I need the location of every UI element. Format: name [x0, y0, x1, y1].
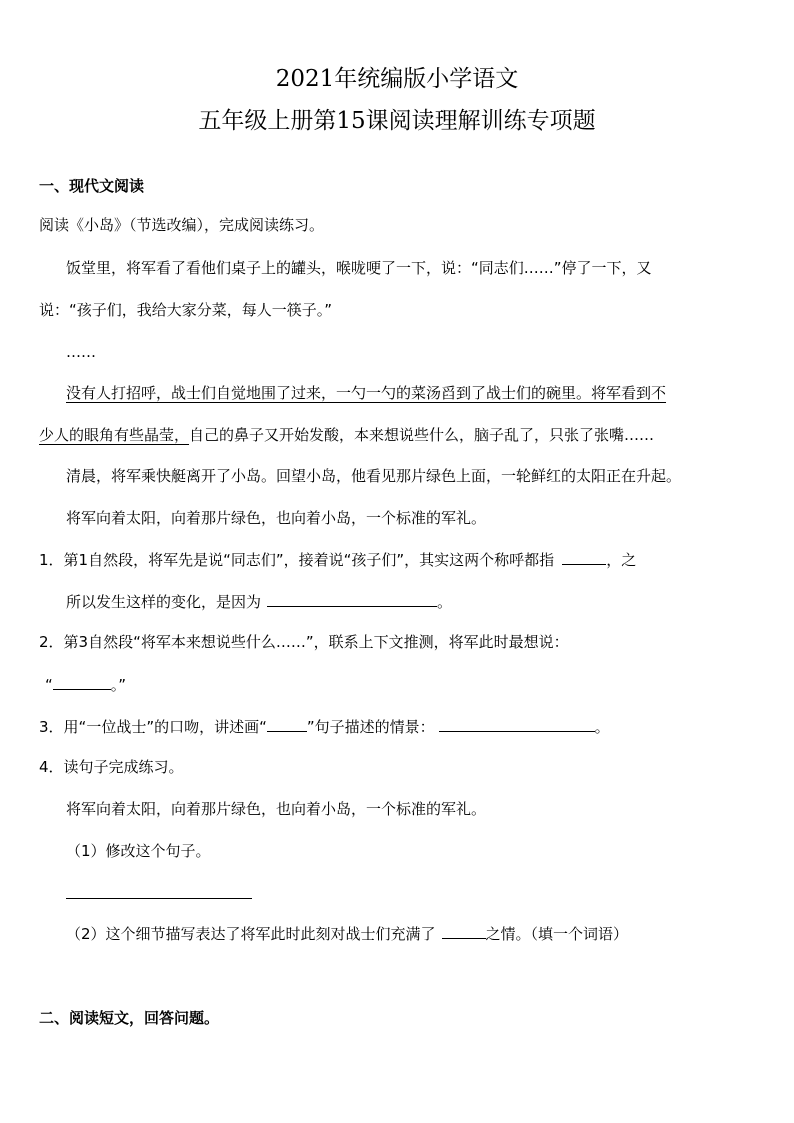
passage-paragraph3-line1: 没有人打招呼，战士们自觉地围了过来，一勺一勺的菜汤舀到了战士们的碗里。将军看到不 [66, 384, 667, 402]
question2-close-quote: 。” [110, 676, 127, 694]
question1-line1 [39, 549, 636, 570]
passage-paragraph4: 清晨，将军乘快艇离开了小岛。回望小岛，他看见那片绿色上面，一轮鲜红的太阳正在升起。 [66, 467, 682, 485]
underline-mark-q3 [267, 716, 307, 732]
document-title-line1: 2021年统编版小学语文 [275, 66, 519, 92]
answer-blank-q4-2[interactable] [442, 923, 486, 939]
document-title-line2: 五年级上册第15课阅读理解训练专项题 [198, 108, 596, 134]
question2-line2 [45, 674, 126, 695]
answer-blank-q3[interactable] [439, 716, 595, 732]
question4: 4．读句子完成练习。 [39, 758, 184, 776]
passage-ellipsis: …… [66, 343, 96, 361]
question1-line2-text: 所以发生这样的变化，是因为 [66, 593, 262, 611]
answer-blank-q1a[interactable] [562, 549, 606, 565]
passage-paragraph1-line2: 说：“孩子们，我给大家分菜，每人一筷子。” [39, 301, 333, 319]
question3-text: 3．用“一位战士”的口吻，讲述画“ [39, 718, 267, 736]
reading-instruction: 阅读《小岛》（节选改编），完成阅读练习。 [39, 216, 325, 234]
question4-sub2-end: 之情。（填一个词语） [485, 925, 629, 943]
question3-text-mid: ”句子描述的情景： [306, 718, 435, 736]
section2-heading: 二、阅读短文，回答问题。 [39, 1009, 220, 1027]
answer-blank-q1b[interactable] [267, 591, 437, 607]
question4-sub2 [66, 923, 628, 944]
question2-line1: 2．第3自然段“将军本来想说些什么……”，联系上下文推测，将军此时最想说： [39, 633, 569, 651]
passage-paragraph5: 将军向着太阳，向着那片绿色，也向着小岛，一个标准的军礼。 [66, 509, 487, 527]
question2-open-quote: “ [45, 676, 53, 694]
question3 [39, 716, 610, 737]
section1-heading: 一、现代文阅读 [39, 177, 145, 195]
question3-end: 。 [594, 718, 610, 736]
question4-sub1: （1）修改这个句子。 [66, 842, 211, 860]
answer-blank-q4-1[interactable] [66, 883, 252, 899]
question4-sentence: 将军向着太阳，向着那片绿色，也向着小岛，一个标准的军礼。 [66, 800, 487, 818]
question1-line2-end: 。 [437, 593, 453, 611]
question1-text-end: ，之 [606, 551, 637, 569]
question1-text: 1．第1自然段，将军先是说“同志们”，接着说“孩子们”，其实这两个称呼都指 [39, 551, 555, 569]
question1-line2 [66, 591, 452, 612]
answer-line-q4-1[interactable] [66, 883, 252, 904]
question4-sub2-text: （2）这个细节描写表达了将军此时此刻对战士们充满了 [66, 925, 436, 943]
passage-paragraph1-line1: 饭堂里，将军看了看他们桌子上的罐头，喉咙哽了一下，说：“同志们……”停了一下，又 [66, 259, 652, 277]
paragraph3-rest: 自己的鼻子又开始发酸，本来想说些什么，脑子乱了，只张了张嘴…… [189, 426, 655, 444]
passage-paragraph3-line2 [39, 425, 654, 445]
underlined-sentence-end: 少人的眼角有些晶莹， [39, 426, 190, 444]
answer-blank-q2[interactable] [53, 674, 111, 690]
